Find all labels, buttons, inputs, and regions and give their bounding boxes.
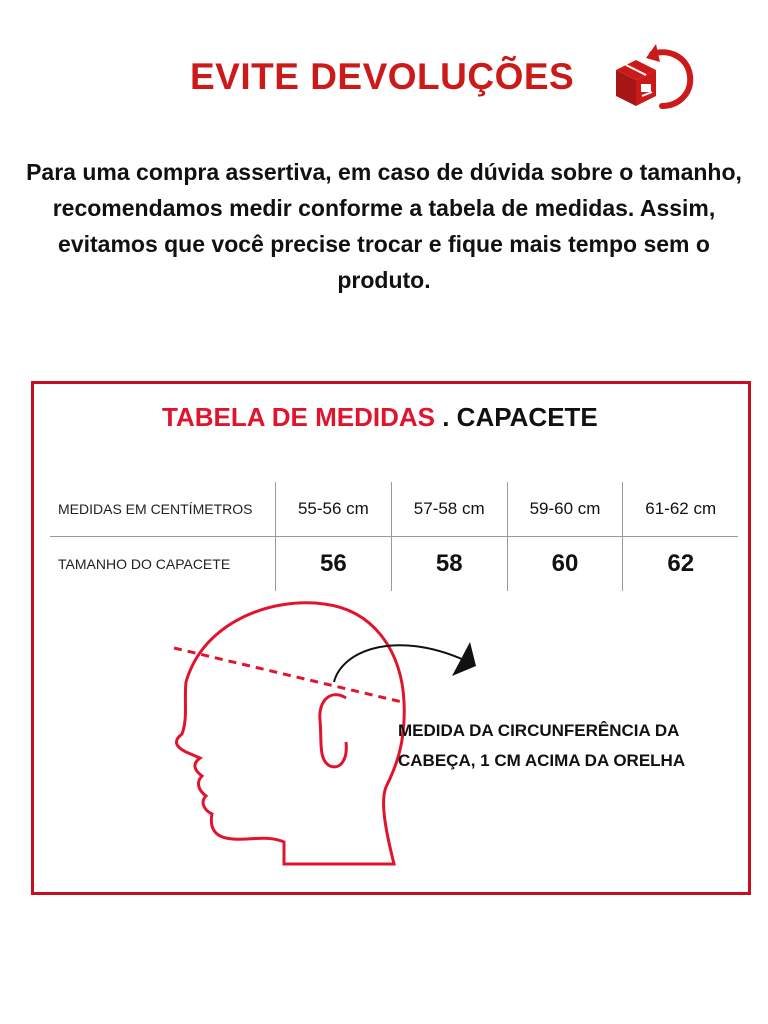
measurement-note bbox=[398, 716, 738, 776]
box-return-icon bbox=[612, 40, 694, 110]
table-row-measurements bbox=[50, 482, 738, 537]
size-chart-title-product: . CAPACETE bbox=[435, 402, 598, 432]
size-table bbox=[50, 482, 738, 591]
measurement-note-line-1: MEDIDA DA CIRCUNFERÊNCIA DA bbox=[398, 721, 680, 740]
table-cell: 62 bbox=[623, 537, 738, 592]
table-cell: 60 bbox=[507, 537, 623, 592]
circumference-dashed-line bbox=[174, 648, 402, 702]
measurement-arrow bbox=[334, 645, 464, 682]
head-profile-outline bbox=[176, 603, 404, 864]
measurement-note-line-2: CABEÇA, 1 CM ACIMA DA ORELHA bbox=[398, 751, 686, 770]
page-title: EVITE DEVOLUÇÕES bbox=[190, 56, 575, 97]
table-cell: 55-56 cm bbox=[276, 482, 392, 537]
table-cell: 59-60 cm bbox=[507, 482, 623, 537]
size-chart-card bbox=[31, 381, 751, 895]
table-cell: 58 bbox=[391, 537, 507, 592]
row-label-helmet-size: TAMANHO DO CAPACETE bbox=[58, 556, 231, 572]
intro-text: Para uma compra assertiva, em caso de dúvida sobre o tamanho, recomendamos medir conforme a tabela de medidas. Assim, evitamos que você precise trocar e fique mais tempo sem o produto. bbox=[26, 159, 742, 293]
size-chart-title bbox=[162, 402, 598, 433]
table-row-helmet-size bbox=[50, 537, 738, 592]
row-label-measurements: MEDIDAS EM CENTÍMETROS bbox=[50, 482, 276, 537]
table-cell: 57-58 cm bbox=[391, 482, 507, 537]
arrow-head-icon bbox=[452, 642, 476, 676]
table-cell: 61-62 cm bbox=[623, 482, 738, 537]
ear bbox=[320, 695, 347, 767]
size-chart-title-main: TABELA DE MEDIDAS bbox=[162, 402, 435, 432]
table-cell: 56 bbox=[276, 537, 392, 592]
